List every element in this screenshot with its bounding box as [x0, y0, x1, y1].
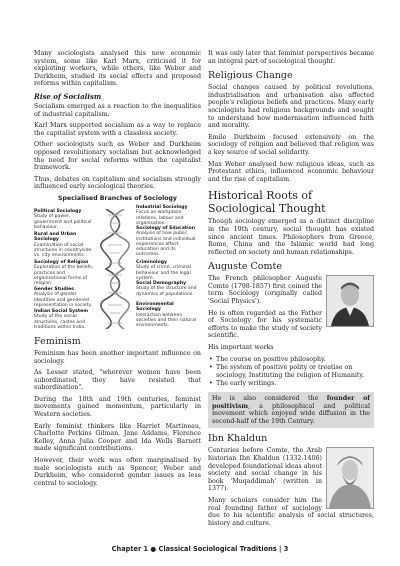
branch-criminology: Criminology Study of crime, criminal behaviour and the legal system.	[136, 259, 191, 281]
branch-sociology-of-education: Sociology of Education Analysis of how public institutions and individual experiences affect education and its outcomes.	[136, 225, 196, 258]
paragraph: Socialism emerged as a reaction to the inequalities of industrial capitalism.	[34, 102, 201, 118]
diagram-title: Specialised Branches of Sociology	[58, 194, 177, 202]
paragraph: His important works	[208, 344, 274, 352]
branch-indian-social-system: Indian Social System Study of the social structures, castes and traditions within India.	[34, 308, 88, 330]
footer-divider: |	[279, 545, 282, 553]
branch-industrial-sociology: Industrial Sociology Focus on workplace relations, labour and organisation.	[136, 204, 188, 226]
ibn-khaldun-portrait	[326, 447, 374, 509]
paragraph: The French philosopher Auguste Comte (1798-1857) first coined the term Sociology (originally called 'Social Physics').	[208, 275, 322, 306]
branch-environmental-sociology: Environmental Sociology Interaction between societies and their natural environments.	[136, 301, 197, 329]
page-number: 3	[283, 545, 289, 553]
page-footer	[0, 545, 400, 553]
list-item: • The early writings.	[208, 380, 374, 388]
right-column	[208, 50, 374, 531]
paragraph: Feminism has been another important influence on sociology.	[34, 349, 201, 365]
paragraph: However, their work was often marginalised by male sociologists such as Spencer, Weber and Durkheim, who considered gender issues as less central to sociology.	[34, 457, 201, 487]
list-item: • The course on positive philosophy.	[208, 356, 374, 364]
paragraph: Thus, debates on capitalism and socialism strongly influenced early sociological theories.	[34, 175, 201, 191]
branches-diagram	[34, 195, 201, 331]
works-list	[208, 356, 374, 388]
paragraph: Early feminist thinkers like Harriet Martineau, Charlotte Perkins Gilman, Jane Addams, Florence Kelley, Anna Julia Cooper and Ida Wells Barnett made significant contributions.	[34, 422, 201, 453]
paragraph: He is often regarded as the Father of Sociology for his systematic efforts to make the study of society scientific.	[208, 309, 322, 340]
branch-rural-urban-sociology: Rural and Urban Sociology Examination of social structures in countryside vs. city environments.	[34, 231, 92, 259]
branch-gender-studies: Gender Studies Analysis of gender identities and gendered representation in society.	[34, 286, 92, 308]
positivism-callout: He is also considered the founder of positivism, a philosophical and political movement which enjoyed wide diffusion in the second-half of the 19th Century.	[208, 392, 374, 428]
section-heading-feminism: Feminism	[34, 335, 81, 347]
paragraph: It was only later that feminist perspectives became an integral part of sociological thought.	[208, 50, 374, 65]
section-heading-auguste-comte: Auguste Comte	[208, 261, 282, 273]
section-heading-ibn-khaldun: Ibn Khaldun	[208, 433, 268, 445]
paragraph: As Lesser stated, "wherever women have been subordinated, they have resisted that subordination".	[34, 369, 201, 392]
dna-helix-graphic	[100, 209, 130, 329]
footer-chapter: Chapter 1	[111, 545, 149, 553]
section-heading-religious-change: Religious Change	[208, 70, 293, 82]
paragraph: Max Weber analysed how religious ideas, such as Protestant ethics, influenced economic behaviour and the rise of capitalism.	[208, 160, 374, 183]
paragraph: Centuries before Comte, the Arab historian Ibn Khaldun (1332-1406) developed foundational ideas about society and social change in his book 'Muqaddimah' (written in 1377).	[208, 447, 322, 493]
footer-title: Classical Sociological Traditions	[158, 545, 277, 553]
left-column	[34, 50, 201, 491]
branch-social-demography: Social Demography Study of the structure and dynamics of populations.	[136, 280, 197, 297]
list-item: • The system of positive polity or treatise on sociology, Instituting the religion of Humanity.	[208, 364, 374, 379]
section-heading-rise-of-socialism: Rise of Socialism	[34, 91, 102, 101]
paragraph: Emile Durkheim focused extensively on the sociology of religion and believed that religion was a key source of social solidarity.	[208, 133, 374, 156]
paragraph: Many sociologists analysed this new economic system, some like Karl Marx, criticised it for exploiting workers, while others, like Weber and Durkheim, studied its social effects and proposed reforms within capitalism.	[34, 50, 201, 88]
paragraph: Many scholars consider him the real founding father of sociology due to his scientific analysis of social structures, history and culture.	[208, 496, 374, 527]
paragraph: Social changes caused by political revolutions, industrialisation and urbanisation also affected people's religious beliefs and practices. Many early sociologists had religious backgrounds and sought to understand how modernisation influenced faith and morality.	[208, 84, 374, 130]
paragraph: Though sociology emerged as a distinct discipline in the 19th century, social thought has existed since ancient times. Philosophers from Greece, Rome, China and the Islamic world had long reflected on society and human relationships.	[208, 218, 374, 256]
bullet-separator-icon: ●	[150, 545, 157, 553]
auguste-comte-portrait	[326, 275, 374, 327]
section-heading-historical-roots: Historical Roots of Sociological Thought	[208, 189, 326, 216]
branch-sociology-of-religion: Sociology of Religion Exploration of the beliefs, practices and organisational forms of religion.	[34, 259, 94, 287]
paragraph: Other sociologists such as Weber and Durkheim opposed revolutionary socialism but acknowledged the need for social reforms within the capitalist framework.	[34, 141, 201, 172]
paragraph: During the 18th and 19th centuries, feminist movements gained momentum, particularly in Western societies.	[34, 395, 201, 419]
branch-political-sociology: Political Sociology Study of power, government and political behaviour.	[34, 208, 92, 230]
paragraph: Karl Marx supported socialism as a way to replace the capitalist system with a classless society.	[34, 122, 201, 137]
